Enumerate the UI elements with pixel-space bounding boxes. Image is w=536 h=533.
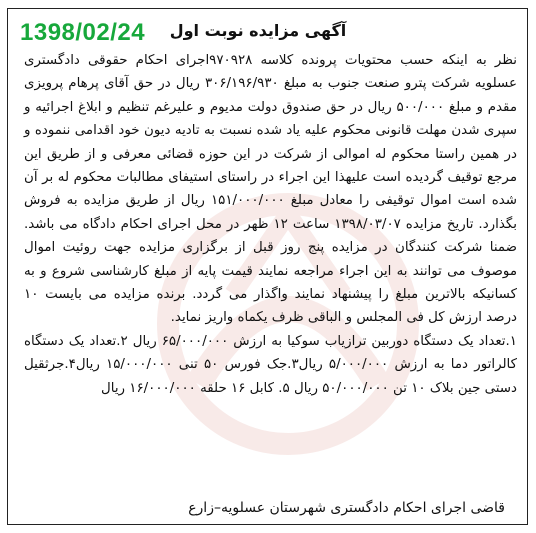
main-paragraph: نظر به اینکه حسب محتویات پرونده کلاسه ۹۷۰۹۲۸اجرای احکام حقوقی دادگستری عسلویه شرکت پترو صنعت جنوب به مبلغ ۳۰۶/۱۹۶/۹۳۰ ریال در حق آقای پرهام پرویزی مقدم و مبلغ ۵۰۰/۰۰۰ ریال در حق صندوق دولت مدیوم و علیرغم تنظیم و ابلاغ اجرائیه و سپری شدن مهلت قانونی محکوم علیه یاد شده نسبت به تادیه دیون خود اقدامی ننموده و در همین راستا محکوم له اموالی از شرکت در این حوزه قضائی معرفی و از طریق این مرجع توقیف گردیده است علیهذا این اجراء در راستای استیفای مطالبات محکوم له بر آن شده است اموال توقیفی را معادل مبلغ ۱۵۱/۰۰۰/۰۰۰ ریال از طریق مزایده به فروش بگذارد. تاریخ مزایده ۱۳۹۸/۰۳/۰۷ ساعت ۱۲ ظهر در محل اجرای احکام دادگاه می باشد. ضمنا شرکت کنندگان در مزایده پنج روز قبل از برگزاری مزایده جهت روئیت اموال موصوف می توانند به این اجراء مراجعه نمایند قیمت پایه از مبلغ کارشناسی شروع و به کسانیکه بالاترین مبلغ را پیشنهاد نمایند واگذار می گردد. برنده مزایده می بایست ۱۰ درصد ارزش کل فی المجلس و الباقی ظرف یکماه واریز نماید. — [24, 53, 518, 326]
notice-frame — [7, 8, 528, 525]
items-paragraph: ۱.تعداد یک دستگاه دوربین ترازیاب سوکیا به ارزش ۶۵/۰۰۰/۰۰۰ ریال ۲.تعداد یک دستگاه کالراتور دما به ارزش ۵/۰۰۰/۰۰۰ ریال۳.جک فورس ۵۰ تنی ۱۵/۰۰۰/۰۰۰ ریال۴.جرثقیل دستی جین بلاک ۱۰ تن ۵۰/۰۰۰/۰۰۰ ریال ۵. کابل ۱۶ حلقه ۱۶/۰۰۰/۰۰۰ ریال — [24, 333, 517, 396]
notice-title: آگهی مزایده نوبت اول — [169, 21, 347, 40]
judge-signature-line: قاضی اجرای احکام دادگستری شهرستان عسلویه–زارع — [188, 500, 505, 516]
notice-body — [24, 49, 517, 400]
publication-date: 1398/02/24 — [20, 19, 146, 46]
